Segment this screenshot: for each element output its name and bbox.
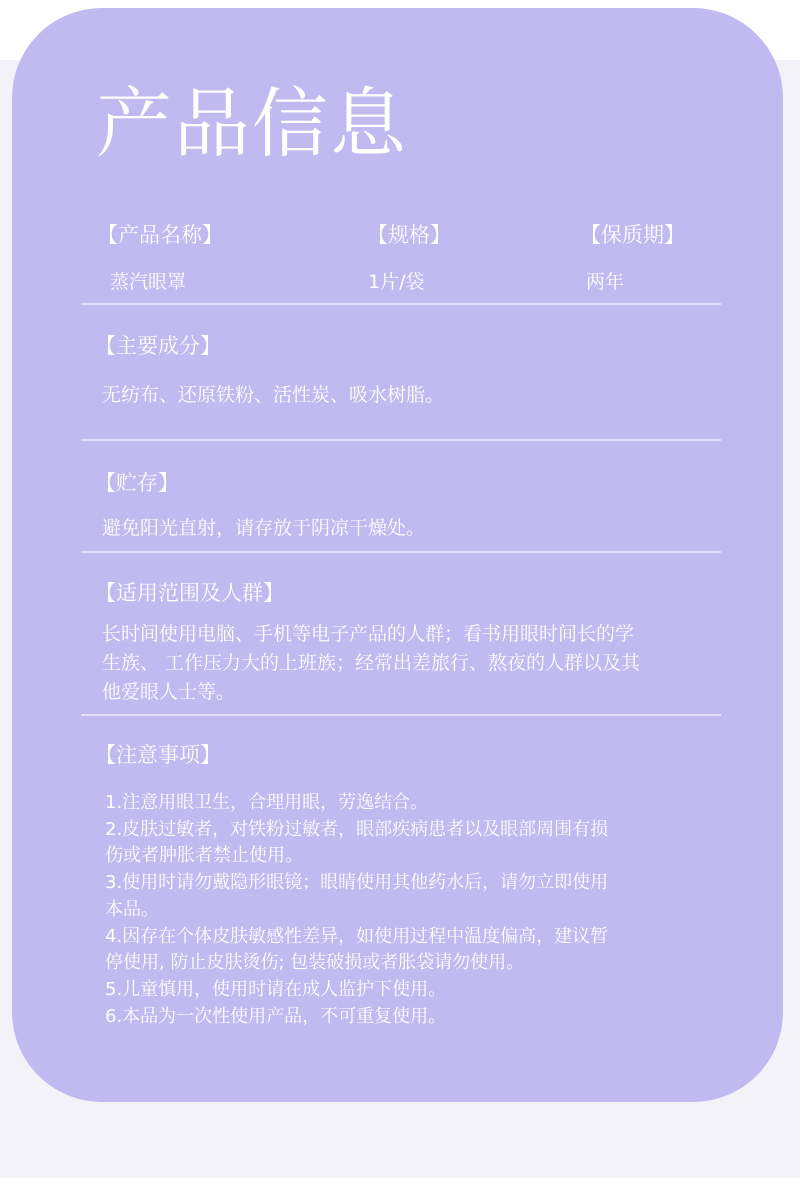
shelf-life-value: 两年	[586, 271, 625, 293]
product-name-value: 蒸汽眼罩	[110, 271, 187, 293]
note-line: 伤或者肿胀者禁止使用。	[105, 845, 303, 867]
shelf-life-label: 【保质期】	[580, 223, 685, 247]
spec-label: 【规格】	[367, 223, 451, 247]
note-line: 停使用, 防止皮肤烫伤; 包装破损或者胀袋请勿使用。	[105, 952, 525, 974]
note-line: 1.注意用眼卫生，合理用眼，劳逸结合。	[105, 792, 429, 813]
divider	[81, 439, 721, 441]
page-title: 产品信息	[96, 79, 408, 168]
spec-value: 1片/袋	[368, 271, 425, 293]
divider	[81, 303, 721, 305]
divider	[81, 551, 721, 553]
ingredients-label: 【主要成分】	[95, 334, 221, 358]
audience-label: 【适用范围及人群】	[95, 581, 284, 605]
audience-text	[102, 620, 712, 707]
note-line: 2.皮肤过敏者，对铁粉过敏者，眼部疾病患者以及眼部周围有损	[105, 818, 609, 840]
notes-list	[105, 790, 715, 1030]
storage-text: 避免阳光直射，请存放于阴凉干燥处。	[102, 517, 426, 539]
audience-line: 长时间使用电脑、手机等电子产品的人群；看书用眼时间长的学	[102, 623, 635, 645]
ingredients-text: 无纺布、还原铁粉、活性炭、吸水树脂。	[102, 384, 445, 406]
note-line: 6.本品为一次性使用产品，不可重复使用。	[105, 1005, 447, 1027]
divider	[81, 714, 721, 716]
audience-line: 生族、 工作压力大的上班族；经常出差旅行、熬夜的人群以及其	[102, 652, 641, 674]
note-line: 本品。	[105, 898, 159, 920]
note-line: 5.儿童慎用，使用时请在成人监护下使用。	[105, 978, 447, 1000]
audience-line: 他爱眼人士等。	[102, 681, 236, 703]
storage-label: 【贮存】	[95, 471, 179, 495]
note-line: 3.使用时请勿戴隐形眼镜；眼睛使用其他药水后，请勿立即使用	[105, 872, 609, 894]
note-line: 4.因存在个体皮肤敏感性差异，如使用过程中温度偏高，建议暂	[105, 925, 609, 947]
product-name-label: 【产品名称】	[97, 223, 223, 247]
notes-label: 【注意事项】	[95, 743, 221, 767]
